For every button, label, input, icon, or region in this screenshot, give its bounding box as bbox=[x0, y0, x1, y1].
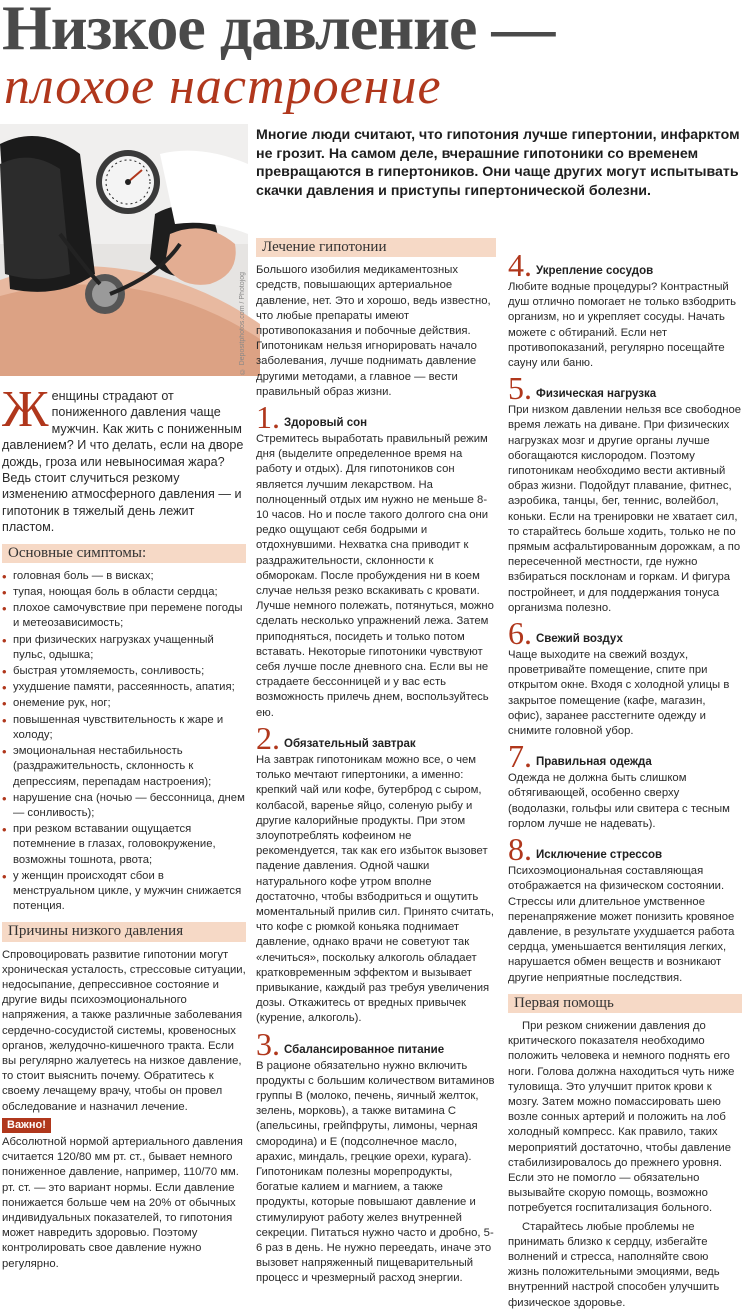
article-subtitle: плохое настроение bbox=[4, 58, 442, 115]
first-aid-text: При резком снижении давления до критического показателя необходимо положить человека и немного поднять его ноги. Голова должна находиться чуть ниже туловища. Это улучшит приток крови к мозгу. Затем можно помассировать шею возле сонных артерий и положить на лоб холодный компресс. Как правило, таких мероприятий достаточно, чтобы давление стабилизировалось до прежнего уровня. Если это не помогло — обязательно вызывайте скорую помощь, возможно потребуется госпитализация больного. bbox=[508, 1019, 735, 1215]
step-text: Стремитесь выработать правильный режим дня (выделите определенное время на работу и отдых). Для гипотоников сон является лучшим лекарством. На полноценный отдых им нужно не меньше 8-10 часов. Но и после такого долгого сна они редко ощущают себя бодрыми и отдохнувшими. Нехватка сна приводит к раздражительности, склонности к обморокам. После пробуждения ни в коем случае нельзя резко вскакивать с кровати. Лучше немного полежать, потянуться, можно сделать несколько упражнений лежа. Затем приподняться, посидеть и только потом вставать. Некоторые гипотоники чувствуют себя лучше после дневного сна. Если вы не страдаете бессонницей и у вас есть возможность прилечь днем, воспользуйтесь ею. bbox=[256, 433, 494, 719]
article-title: Низкое давление — bbox=[2, 0, 555, 63]
step-5 bbox=[508, 370, 742, 616]
list-item: • головная боль — в висках; bbox=[2, 569, 246, 584]
step-number: 2. bbox=[256, 719, 280, 756]
step-title: Правильная одежда bbox=[536, 756, 652, 769]
step-3 bbox=[256, 1025, 496, 1287]
list-item: • при физических нагрузках учащенный пульс, одышка; bbox=[2, 633, 246, 663]
step-title: Укрепление сосудов bbox=[536, 265, 654, 277]
step-number: 5. bbox=[508, 370, 532, 407]
step-title: Физическая нагрузка bbox=[536, 388, 657, 401]
step-number: 4. bbox=[508, 247, 532, 283]
step-title: Сбалансированное питание bbox=[284, 1043, 445, 1056]
step-text: В рационе обязательно нужно включить продукты с большим количеством витаминов группы В (молоко, печень, яичный желток, зелень, морковь), а также витамина С (апельсины, грейпфруты, лимоны, черная смородина) и Е (подсолнечное масло, арахис, миндаль, грецкие орехи, курага). Гипотоникам полезны морепродукты, богатые калием и магнием, а также продукты, которые повышают давление и стимулируют работу желез внутренней секреции. Питаться нужно часто и дробно, 5-6 раз в день. Не нужно переедать, иначе это вызовет напряженный пищеварительный процесс и чрезмерный расход энергии. bbox=[256, 1059, 495, 1285]
step-title: Свежий воздух bbox=[536, 633, 623, 646]
symptoms-list bbox=[2, 569, 246, 914]
first-aid-text-2: Старайтесь любые проблемы не принимать близко к сердцу, избегайте волнений и стресса, наполняйте свою жизнь положительными эмоциями, ведь внутренний настрой способен улучшить физическое здоровье. bbox=[508, 1220, 720, 1309]
causes-text: Спровоцировать развитие гипотонии могут хроническая усталость, стрессовые ситуации, недосыпание, депрессивное состояние и другие виды психоэмоционального напряжения, а также различные заболевания сердечно-сосудистой системы, кровеносных органов, желудочно-кишечного тракта. Если вы регулярно жалуетесь на низкое давление, то стоит выяснить почему. Обратитесь к своему лечащему врачу, чтобы он провел обследование и назначил лечение. bbox=[2, 948, 246, 1113]
step-text: При низком давлении нельзя все свободное время лежать на диване. При физических нагрузках мозг и другие органы лучше обогащаются кислородом. Поэтому гипотоникам необходимо вести активный образ жизни. Подойдут плавание, фитнес, аэробика, танцы, бег, теннис, волейбол, коньки. Если на тренировки не хватает сил, то старайтесь больше ходить, только не по прямым асфальтированным дорожкам, а по пересеченной местности, где нужно взбираться посклонам и горкам. И фигура постройнеет, и для поддержания тонуса организма полезно. bbox=[508, 404, 742, 614]
list-item: • при резком вставании ощущается потемнение в глазах, головокружение, возможны тошнота, рвота; bbox=[2, 822, 246, 868]
step-title: Обязательный завтрак bbox=[284, 737, 416, 750]
important-badge: Важно! bbox=[2, 1118, 51, 1133]
treatment-heading: Лечение гипотонии bbox=[256, 238, 496, 257]
list-item: • онемение рук, ног; bbox=[2, 696, 246, 711]
step-number: 1. bbox=[256, 399, 280, 436]
step-text: Психоэмоциональная составляющая отображается на физическом состоянии. Стрессы или длительное умственное перенапряжение может понизить кровяное давление, в результате ухудшается работа сердца, уменьшается вентиляция легких, нарушается обмен веществ и возникают другие неприятные последствия. bbox=[508, 865, 735, 984]
photo-credit: © Depositphotos.com / Photojog bbox=[239, 271, 246, 374]
step-number: 3. bbox=[256, 1025, 280, 1062]
column-right bbox=[508, 247, 742, 1311]
column-middle bbox=[256, 236, 496, 1287]
column-left bbox=[2, 381, 246, 1272]
list-item: • эмоциональная нестабильность (раздражительность, склонность к депрессиям, перепадам настроения); bbox=[2, 744, 246, 790]
list-item: • ухудшение памяти, рассеянность, апатия; bbox=[2, 680, 246, 695]
step-4 bbox=[508, 247, 742, 371]
step-1 bbox=[256, 399, 496, 721]
intro-paragraph: Многие люди считают, что гипотония лучше гипертонии, инфарктом не грозит. На самом деле, вчерашние гипотоники со временем превращаются в гипертоников. Они чаще других могут испытывать скачки давления и приступы гипертонической болезни. bbox=[256, 127, 740, 199]
first-aid-heading: Первая помощь bbox=[508, 994, 742, 1013]
step-title: Здоровый сон bbox=[284, 417, 368, 430]
list-item: • повышенная чувствительность к жаре и холоду; bbox=[2, 713, 246, 743]
step-number: 6. bbox=[508, 615, 532, 652]
blood-pressure-illustration bbox=[0, 124, 248, 376]
important-text: Абсолютной нормой артериального давления считается 120/80 мм рт. ст., бывает немного пониженное давление, например, 110/70 мм. рт. ст. — это вариант нормы. Если давление понижается больше чем на 20% от обычных индивидуальных показателей, то гипотония может навредить здоровью. Поэтому контролировать свое давление нужно регулярно. bbox=[2, 1135, 243, 1270]
step-number: 7. bbox=[508, 738, 532, 775]
list-item: • у женщин происходят сбои в менструальном цикле, у мужчин снижается потенция. bbox=[2, 869, 246, 915]
list-item: • нарушение сна (ночью — бессонница, днем — сонливость); bbox=[2, 791, 246, 821]
step-8 bbox=[508, 831, 742, 986]
list-item: • тупая, ноющая боль в области сердца; bbox=[2, 585, 246, 600]
dropcap: Ж bbox=[2, 381, 49, 438]
causes-heading: Причины низкого давления bbox=[2, 922, 246, 941]
step-text: Любите водные процедуры? Контрастный душ отлично помогает не только взбодрить организм, но и укрепляет сосуды. Начать можете с обтираний. Если нет противопоказаний, регулярно посещайте сауну или баню. bbox=[508, 281, 737, 370]
step-6 bbox=[508, 615, 742, 739]
step-text: На завтрак гипотоникам можно все, о чем только мечтают гипертоники, а именно: крепкий чай или кофе, бутерброд с сыром, колбасой, варенье яйцо, соленую рыбу и другие калорийные продукты. При этом злоупотреблять кофеином не рекомендуется, так как его избыток вызовет падение давления. Одной чашки натурального кофе утром вполне достаточно, чтобы взбодриться и ощутить моментальный прилив сил. Принято считать, что кофе с рюмкой коньяка поднимает давление, однако врачи не советуют так «лечиться», поскольку алкоголь обладает кратковременным эффектом и вызывает привыкание, каждый раз требуя увеличения дозы. Откажитесь от вредных привычек (курение, алкоголь). bbox=[256, 753, 495, 1025]
list-item: • быстрая утомляемость, сонливость; bbox=[2, 664, 246, 679]
step-number: 8. bbox=[508, 831, 532, 868]
step-2 bbox=[256, 719, 496, 1027]
lead-paragraph bbox=[2, 381, 246, 536]
blood-pressure-photo bbox=[0, 124, 248, 376]
symptoms-heading: Основные симптомы: bbox=[2, 544, 246, 563]
list-item: • плохое самочувствие при перемене погоды и метеозависимость; bbox=[2, 601, 246, 631]
step-title: Исключение стрессов bbox=[536, 849, 663, 862]
lead-text: енщины страдают от пониженного давления чаще мужчин. Как жить с пониженным давлением? И что делать, если на дворе дождь, гроза или невыносимая жара? Ведь стоит случиться резкому изменению атмосферного давления — и гипотоник в тяжелый день лежит пластом. bbox=[2, 389, 244, 535]
treatment-text: Большого изобилия медикаментозных средств, повышающих артериальное давление, нет. Это и хорошо, ведь известно, что любые препараты имеют противопоказания и побочные действия. Гипотоникам нельзя игнорировать начало заболевания, лучше поднимать давление другими методами, а главное — вести правильный образ жизни. bbox=[256, 264, 491, 398]
step-text: Одежда не должна быть слишком обтягивающей, особенно сверху (водолазки, гольфы или свитера с тесным горлом лучше не надевать). bbox=[508, 772, 730, 830]
step-text: Чаще выходите на свежий воздух, проветривайте помещение, спите при открытом окне. Входя с холодной улицы в закрытое помещение (кафе, магазин, офис), заранее расстегните одежду и снимите головной убор. bbox=[508, 649, 730, 738]
step-7 bbox=[508, 738, 742, 832]
